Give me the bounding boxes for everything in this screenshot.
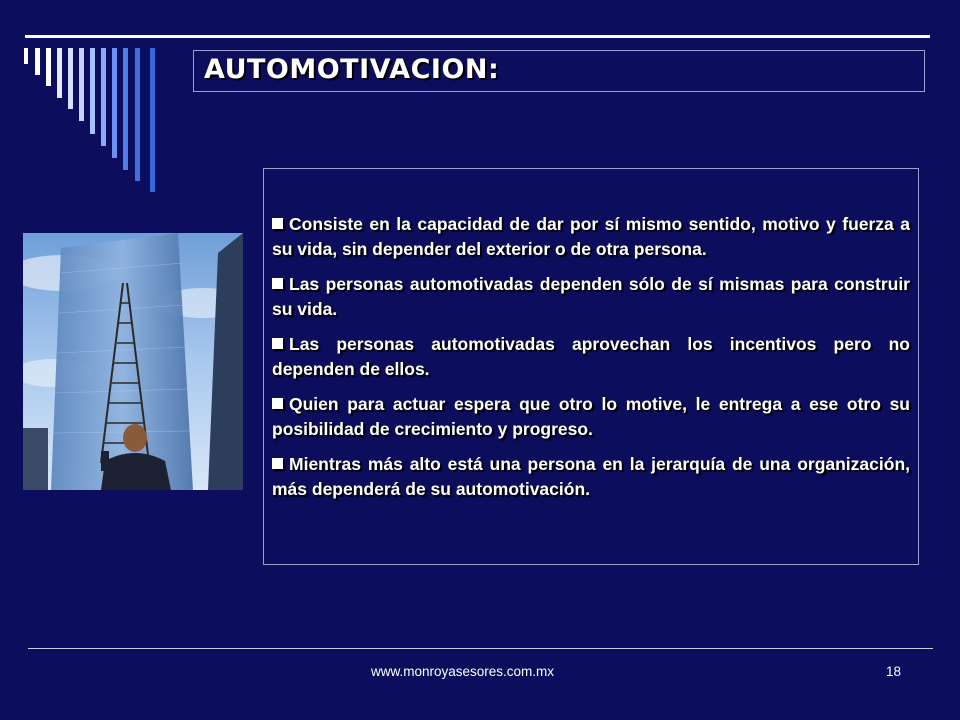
bullet-item: Consiste en la capacidad de dar por sí mismo sentido, motivo y fuerza a su vida, sin depender del exterior o de otra persona.	[272, 214, 910, 259]
footer-divider-line	[28, 648, 933, 649]
slide-title: AUTOMOTIVACION:	[204, 54, 500, 85]
bullet-item: Quien para actuar espera que otro lo motive, le entrega a ese otro su posibilidad de crecimiento y progreso.	[272, 394, 910, 439]
ladder-photo	[23, 233, 243, 490]
man-climbing-ladder-icon	[23, 233, 243, 490]
bullet-item: Las personas automotivadas aprovechan los incentivos pero no dependen de ellos.	[272, 334, 910, 379]
bullet-list	[272, 212, 910, 512]
square-bullet-icon	[272, 398, 283, 409]
square-bullet-icon	[272, 278, 283, 289]
page-number: 18	[886, 664, 902, 679]
square-bullet-icon	[272, 458, 283, 469]
footer-url: www.monroyasesores.com.mx	[371, 664, 555, 679]
bullet-item: Mientras más alto está una persona en la jerarquía de una organización, más dependerá de su automotivación.	[272, 454, 910, 499]
square-bullet-icon	[272, 338, 283, 349]
bullet-item: Las personas automotivadas dependen sólo de sí mismas para construir su vida.	[272, 274, 910, 319]
content-box	[263, 168, 919, 565]
square-bullet-icon	[272, 218, 283, 229]
decorative-stripes	[0, 0, 170, 200]
title-box	[193, 50, 925, 92]
